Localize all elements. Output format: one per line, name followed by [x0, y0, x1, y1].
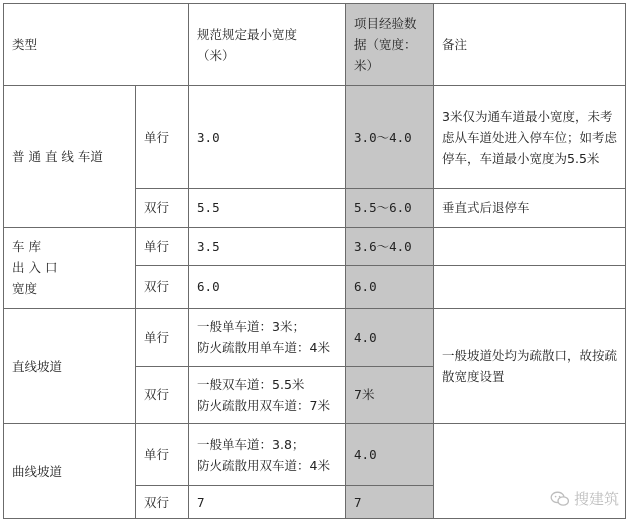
dir-double: 双行: [136, 366, 189, 424]
dir-single: 单行: [136, 227, 189, 265]
note-cell: [434, 227, 626, 265]
spec-line: 一般双车道：5.5米: [197, 376, 305, 392]
header-experience: [346, 4, 434, 86]
note-cell: 一般坡道处均为疏散口，故按疏散宽度设置: [434, 308, 626, 423]
note-cell: 3米仅为通车道最小宽度，未考虑从车道处进入停车位；如考虑停车，车道最小宽度为5.5米: [434, 86, 626, 189]
spec-line: 防火疏散用单车道：4米: [197, 340, 330, 356]
header-note: 备注: [434, 4, 626, 86]
header-spec-line2: （米）: [197, 47, 235, 63]
note-cell: 垂直式后退停车: [434, 189, 626, 227]
dir-single: 单行: [136, 424, 189, 486]
category-line: 出 入 口: [12, 260, 58, 276]
exp-value: 6.0: [346, 265, 434, 308]
category-straight-ramp: 直线坡道: [4, 308, 136, 423]
category-garage-entrance: [4, 227, 136, 308]
spec-value: [189, 308, 346, 366]
spec-value: 7: [189, 486, 346, 519]
parking-lane-width-table: [3, 3, 626, 519]
dir-single: 单行: [136, 308, 189, 366]
header-spec-width: [189, 4, 346, 86]
exp-value: 3.6～4.0: [346, 227, 434, 265]
category-line: 宽度: [12, 281, 38, 297]
category-ordinary-lane: 普 通 直 线 车道: [4, 86, 136, 227]
spec-line: 防火疏散用双车道：7米: [197, 397, 330, 413]
dir-double: 双行: [136, 265, 189, 308]
exp-value: 4.0: [346, 308, 434, 366]
spec-value: 5.5: [189, 189, 346, 227]
spec-line: 防火疏散用双车道：4米: [197, 457, 330, 473]
category-curved-ramp: 曲线坡道: [4, 424, 136, 519]
category-line: 车 库: [12, 239, 41, 255]
dir-single: 单行: [136, 86, 189, 189]
header-spec-line1: 规范规定最小宽度: [197, 26, 298, 42]
spec-line: 一般单车道：3.8；: [197, 436, 305, 452]
header-exp-line2: 据（宽度：: [354, 37, 417, 53]
watermark-text: 搜建筑: [573, 490, 619, 508]
dir-double: 双行: [136, 486, 189, 519]
spec-value: 3.0: [189, 86, 346, 189]
wechat-icon: [550, 491, 570, 507]
exp-value: 4.0: [346, 424, 434, 486]
exp-value: 7米: [346, 366, 434, 424]
spec-value: 6.0: [189, 265, 346, 308]
header-type: 类型: [4, 4, 189, 86]
watermark: [550, 488, 619, 509]
exp-value: 5.5～6.0: [346, 189, 434, 227]
exp-value: 7: [346, 486, 434, 519]
spec-line: 一般单车道：3米；: [197, 319, 305, 335]
spec-value: [189, 366, 346, 424]
note-cell: [434, 265, 626, 308]
header-exp-line1: 项目经验数: [354, 16, 417, 32]
spec-value: 3.5: [189, 227, 346, 265]
spec-value: [189, 424, 346, 486]
exp-value: 3.0～4.0: [346, 86, 434, 189]
header-exp-line3: 米）: [354, 58, 380, 74]
dir-double: 双行: [136, 189, 189, 227]
